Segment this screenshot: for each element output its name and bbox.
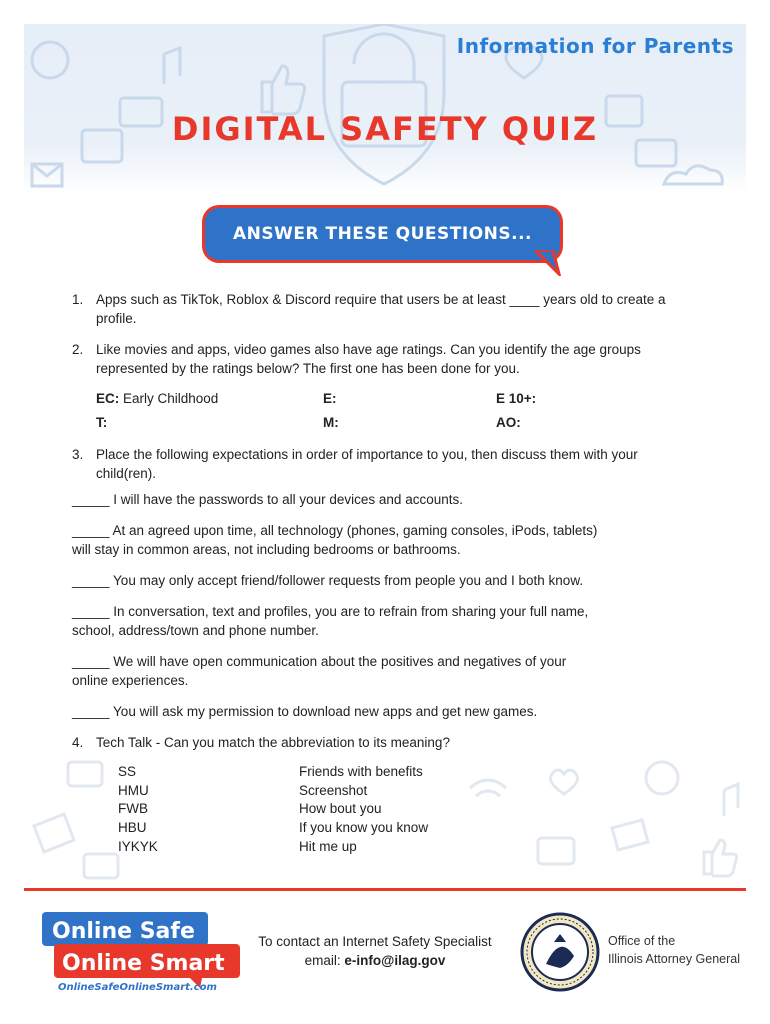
office-line2: Illinois Attorney General: [608, 952, 741, 966]
rating-answer: Early Childhood: [123, 391, 219, 406]
abbreviation-item: IYKYK: [118, 839, 158, 854]
video-icon: [68, 762, 102, 786]
office-label: [608, 932, 740, 968]
contact-email-link[interactable]: e-info@ilag.gov: [344, 953, 446, 968]
chat-bubble-icon: [84, 854, 118, 878]
expectation-item: _____ You may only accept friend/follower requests from people you and I both know.: [72, 573, 584, 588]
rating-code: EC:: [96, 391, 120, 406]
logo-line1: Online Safe: [52, 919, 195, 944]
abbreviation-item: HBU: [118, 820, 147, 835]
rating-ao: AO:: [496, 415, 521, 430]
q4-text-line1: Tech Talk - Can you match the abbreviation to its meaning?: [96, 735, 450, 750]
q2-text-line2: represented by the ratings below? The first one has been done for you.: [96, 361, 520, 376]
header-banner: [24, 24, 746, 194]
logo-url: OnlineSafeOnlineSmart.com: [58, 982, 217, 992]
meaning-item: Hit me up: [299, 839, 357, 854]
rating-t: T:: [96, 415, 108, 430]
info-for-parents-title: Information for Parents: [456, 34, 734, 58]
meaning-item: If you know you know: [299, 820, 429, 835]
clock-icon: [646, 762, 678, 794]
q2-text-line1: Like movies and apps, video games also have age ratings. Can you identify the age groups: [96, 342, 641, 357]
answer-questions-label: ANSWER THESE QUESTIONS...: [232, 224, 533, 244]
q4-number: 4.: [72, 735, 84, 750]
expectation-item-cont: online experiences.: [72, 673, 189, 688]
expectation-item: _____ At an agreed upon time, all technology (phones, gaming consoles, iPods, tablets): [72, 523, 598, 538]
contact-block: [230, 932, 520, 970]
expectation-item: _____ I will have the passwords to all your devices and accounts.: [72, 492, 463, 507]
rating-e10: E 10+:: [496, 391, 537, 406]
expectation-item: _____ We will have open communication about the positives and negatives of your: [72, 654, 567, 669]
meaning-item: How bout you: [299, 801, 382, 816]
chat-bubble-icon: [538, 838, 574, 864]
heart-icon: [551, 770, 578, 794]
attorney-general-seal: [520, 912, 600, 992]
meaning-item: Screenshot: [299, 783, 368, 798]
rating-e: E:: [323, 391, 337, 406]
envelope-icon: [34, 814, 74, 852]
quiz-title: DIGITAL SAFETY QUIZ: [171, 110, 599, 148]
expectation-item: _____ In conversation, text and profiles, you are to refrain from sharing your full name,: [72, 604, 589, 619]
thumbs-up-icon: [262, 66, 305, 114]
expectation-item-cont: will stay in common areas, not including bedrooms or bathrooms.: [72, 542, 461, 557]
logo-line2: Online Smart: [62, 951, 225, 976]
footer-divider: [24, 888, 746, 891]
rating-m: M:: [323, 415, 339, 430]
office-line1: Office of the: [608, 934, 676, 948]
contact-line1: To contact an Internet Safety Specialist: [258, 934, 492, 949]
q1-number: 1.: [72, 292, 84, 307]
bubble-tail: [535, 250, 565, 276]
meaning-item: Friends with benefits: [299, 764, 423, 779]
lock-icon: [354, 34, 414, 82]
q3-text-line2: child(ren).: [96, 466, 157, 481]
contact-email-line: [230, 951, 520, 970]
music-note-icon: [724, 784, 738, 816]
expectation-item: _____ You will ask my permission to download new apps and get new games.: [72, 704, 538, 719]
q3-number: 3.: [72, 447, 84, 462]
thumbs-up-icon: [704, 840, 737, 876]
abbreviation-item: HMU: [118, 783, 149, 798]
abbreviation-item: SS: [118, 764, 137, 779]
contact-email-label: email:: [304, 953, 345, 968]
cloud-icon: [664, 166, 722, 184]
q2-number: 2.: [72, 342, 84, 357]
q3-text-line1: Place the following expectations in order of importance to you, then discuss them with your: [96, 447, 638, 462]
online-safe-online-smart-logo: [40, 908, 246, 992]
q1-text-line2: profile.: [96, 311, 137, 326]
abbreviation-item: FWB: [118, 801, 148, 816]
music-note-icon: [164, 48, 180, 84]
envelope-icon: [32, 164, 62, 186]
clock-icon: [32, 42, 68, 78]
q1-text-line1: Apps such as TikTok, Roblox & Discord require that users be at least ____ years old to create a: [96, 292, 666, 307]
rating-ec: [96, 391, 218, 406]
expectation-item-cont: school, address/town and phone number.: [72, 623, 319, 638]
wifi-icon: [470, 780, 506, 796]
envelope-icon: [612, 820, 648, 850]
